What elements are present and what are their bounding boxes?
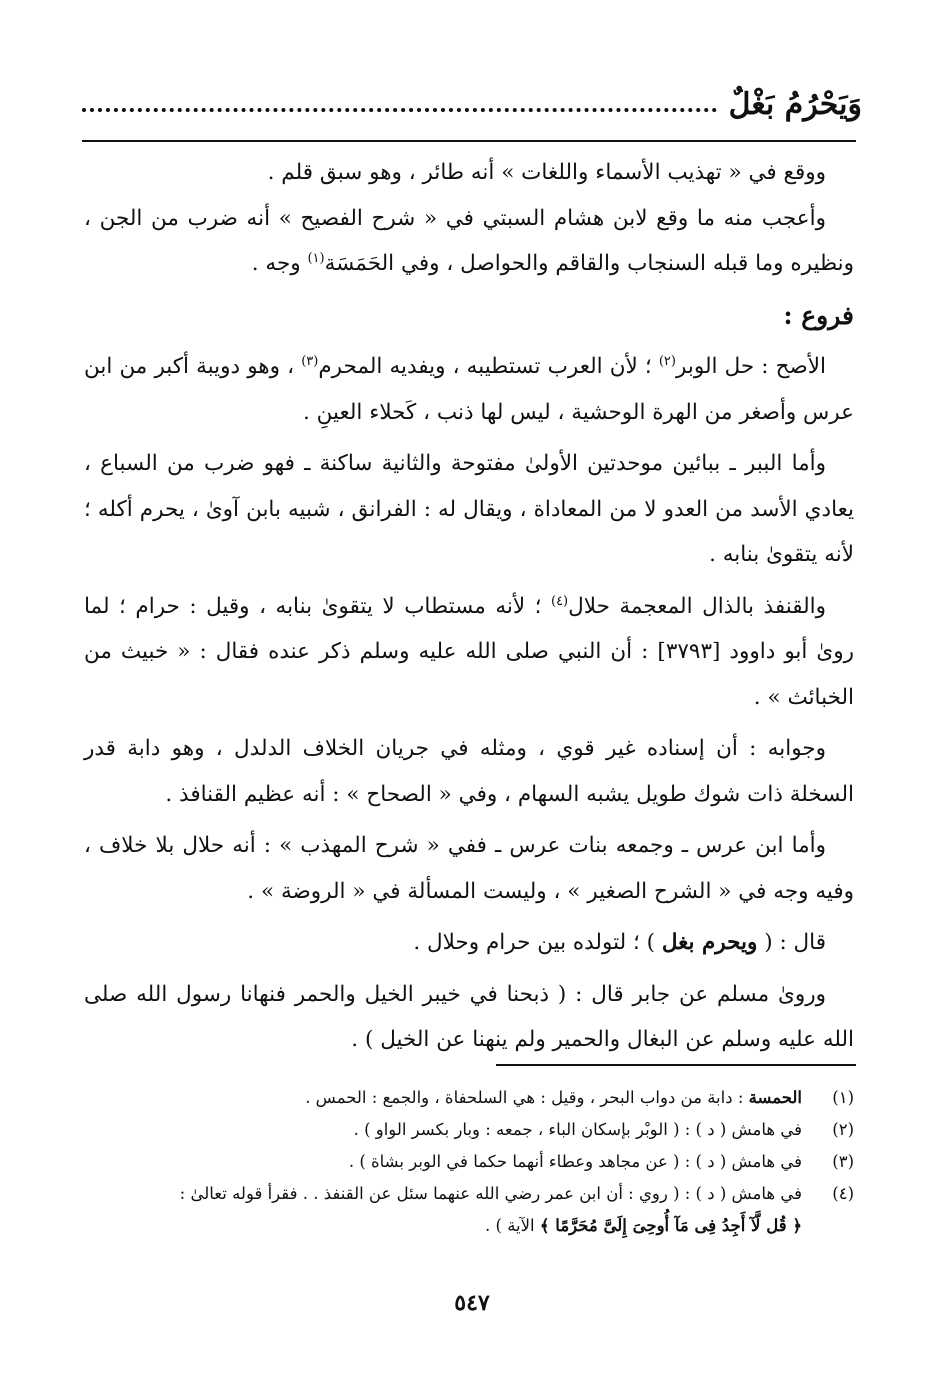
section-heading: فروع : [783,300,854,330]
footnote-2 [84,1114,854,1146]
footnote-body: في هامش ( د ) : ( روي : أن ابن عمر رضي الله عنهما سئل عن القنفذ . . فقرأ قوله تعالىٰ : [179,1184,802,1203]
header-rule [82,140,856,142]
footnote-ref-4: (٤) [550,593,569,609]
paragraph-8 [84,920,854,966]
running-title: وَيَحْرُمُ بَغْلٌ [728,87,862,122]
footnote-rule [496,1064,856,1066]
paragraph-5 [84,584,854,721]
paragraph-3 [84,344,854,435]
header-leader-dots [82,108,717,112]
paragraph-2-end: وجه . [251,251,308,276]
footnote-ref-3: (٣) [301,353,319,369]
matn-quote: ويحرم بغل [661,930,758,955]
footnote-text [84,1178,802,1242]
footnote-4 [84,1178,854,1242]
footnote-1 [84,1082,854,1114]
footnotes [84,1082,854,1242]
main-text [84,150,854,1069]
footnote-ref-2: (٢) [658,353,676,369]
paragraph-1: ووقع في « تهذيب الأسماء واللغات » أنه طائر ، وهو سبق قلم . [267,160,826,185]
footnote-3 [84,1146,854,1178]
paragraph-9: وروىٰ مسلم عن جابر قال : ( ذبحنا في خيبر الخيل والحمر فنهانا رسول الله صلى الله عليه وسلم عن البغال والحمير ولم ينهنا عن الخيل ) . [84,981,854,1052]
running-header [82,78,862,122]
page-number: ٥٤٧ [454,1290,490,1316]
paragraph-7: وأما ابن عرس ـ وجمعه بنات عرس ـ ففي « شرح المهذب » : أنه حلال بلا خلاف ، وفيه وجه في « الشرح الصغير » ، وليست المسألة في « الروضة » . [84,833,854,904]
footnote-number: (٤) [832,1184,854,1203]
paragraph-3-c: ، وهو دويبة أكبر من ابن عرس وأصغر من الهرة الوحشية ، ليس لها ذنب ، كَحلاء العينِ . [84,354,854,425]
paragraph-4: وأما الببر ـ ببائين موحدتين الأولىٰ مفتوحة والثانية ساكنة ـ فهو ضرب من السباع ، يعادي الأسد من العدو لا من المعاداة ، ويقال له : الفرانق ، شبيه بابن آوىٰ ، يحرم أكله ؛ لأنه يتقوىٰ بنابه . [84,451,854,567]
paragraph-5-a: والقنفذ بالذال المعجمة حلال [568,593,826,619]
paragraph-6: وجوابه : أن إسناده غير قوي ، ومثله في جريان الخلاف الدلدل ، وهو دابة قدر السخلة ذات شوك طويل يشبه السهام ، وفي « الصحاح » : أنه عظيم القنافذ . [84,736,854,807]
paragraph-2-text: وأعجب منه ما وقع لابن هشام السبتي في « شرح الفصيح » أنه ضرب من الجن ، ونظيره وما قبله السنجاب والقاقم والحواصل ، وفي الحَمَسَة [84,205,854,276]
footnote-body: : دابة من دواب البحر ، وقيل : هي السلحفاة ، والجمع : الحمس . [305,1088,749,1107]
footnote-text [84,1082,802,1114]
paragraph-3-a: الأصح : حل الوبر [675,354,827,379]
footnote-number: (٣) [832,1152,854,1171]
footnote-number: (٢) [832,1120,854,1139]
paragraph-5-b: ؛ لأنه مستطاب لا يتقوىٰ بنابه ، وقيل : حرام ؛ لما روىٰ أبو داوود [٣٧٩٣] : أن النبي صلى الله عليه وسلم ذكر عنده فقال : « خبيث من الخبائث » . [84,593,854,710]
paragraph-2 [84,196,854,287]
footnote-ref-1: (١) [307,250,325,266]
footnote-end: الآية ) . [485,1216,540,1235]
paragraph-8-b: ) ؛ لتولده بين حرام وحلال . [413,930,662,955]
footnote-term: الحمسة [748,1088,802,1107]
footnote-text: في هامش ( د ) : ( الوبْر بإسكان الباء ، جمعه : وبار بكسر الواو ) . [353,1120,802,1139]
paragraph-3-b: ؛ لأن العرب تستطيبه ، ويفديه المحرم [318,354,659,379]
quran-verse: ﴿ قُل لَّآ أَجِدُ فِى مَآ أُوحِىَ إِلَىَّ مُحَرَّمًا ﴾ [539,1216,802,1235]
footnote-text: في هامش ( د ) : ( عن مجاهد وعطاء أنهما حكما في الوبر بشاة ) . [348,1152,802,1171]
paragraph-8-a: قال : ( [757,930,826,955]
footnote-number: (١) [832,1088,854,1107]
